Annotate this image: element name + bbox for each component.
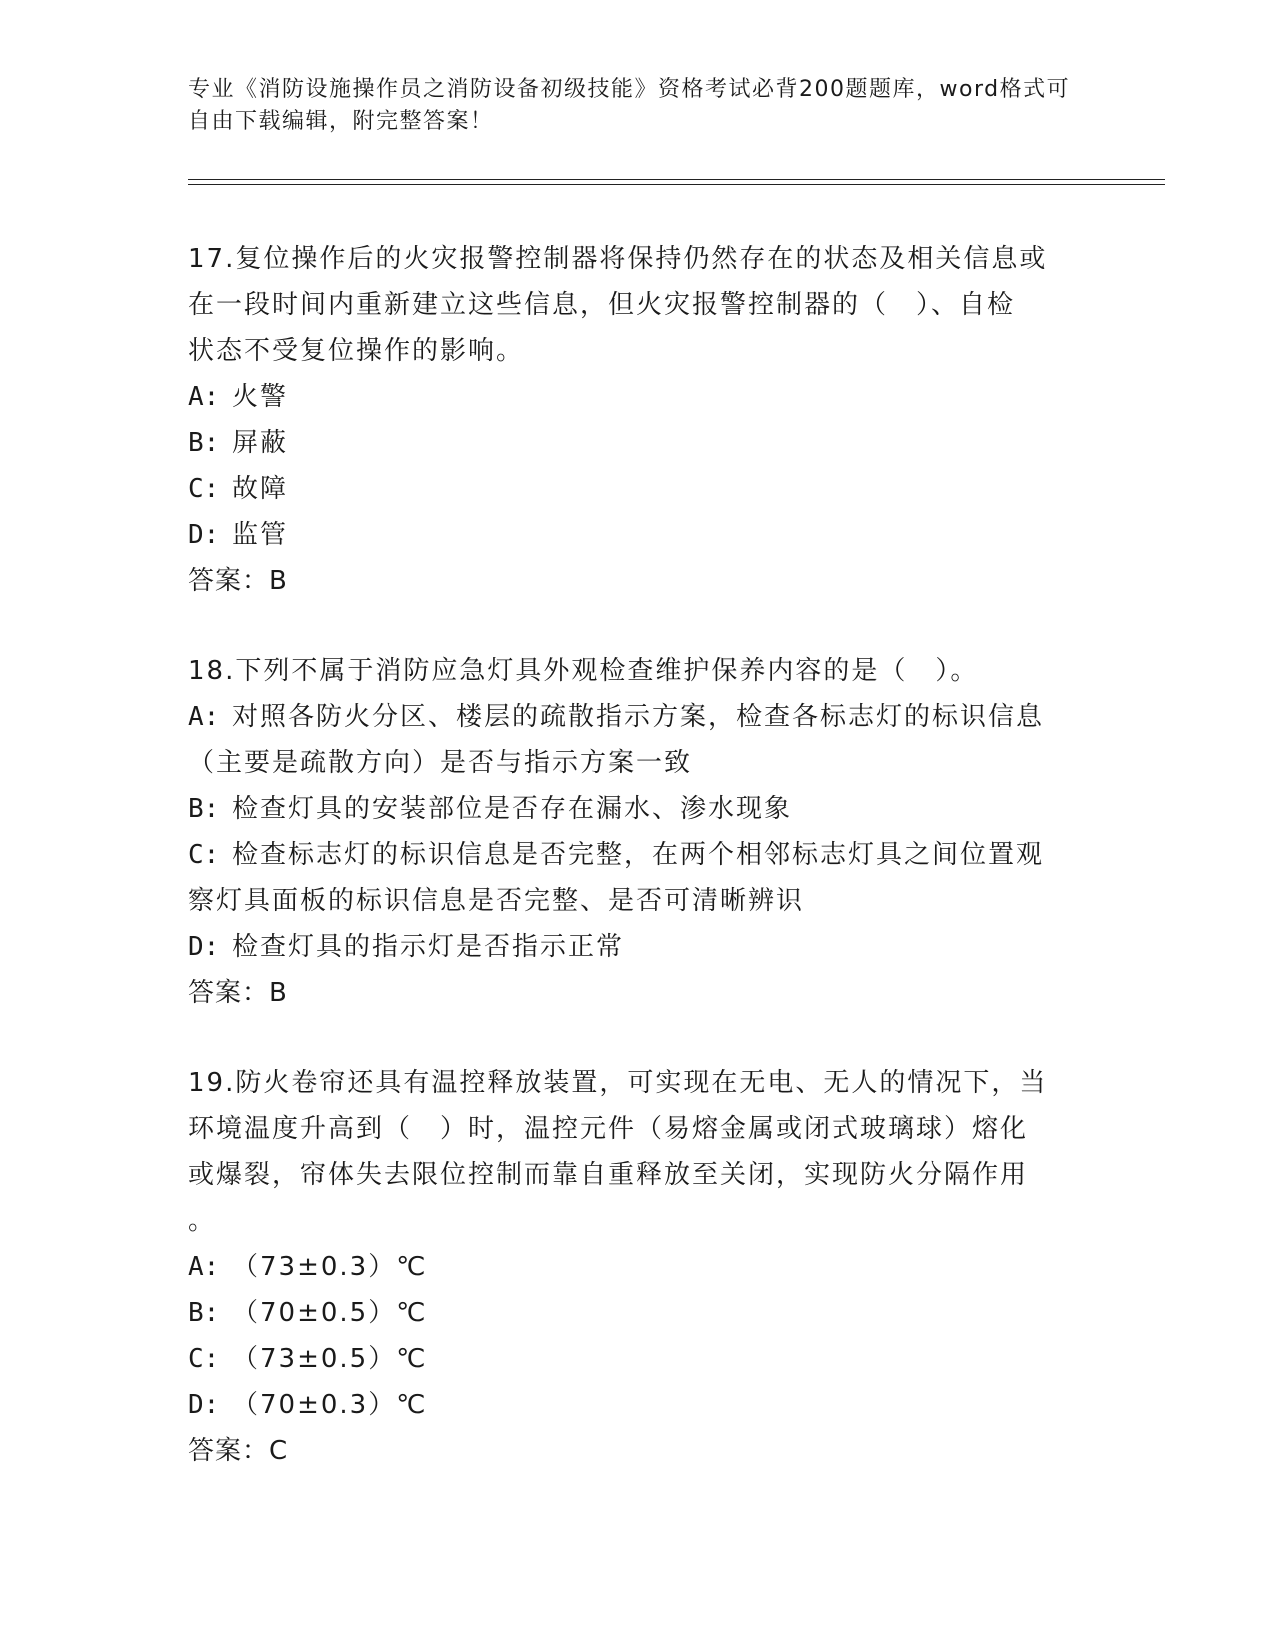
option-key: D: [188, 932, 220, 962]
option-c [188, 466, 1088, 512]
option-key: B: [188, 1298, 220, 1328]
option-c [188, 1336, 1088, 1382]
option-key: C: [188, 474, 220, 504]
option-a [188, 1244, 1088, 1290]
option-key: B: [188, 428, 220, 458]
header-divider-top [188, 179, 1165, 180]
option-a [188, 374, 1088, 420]
option-text: 火警 [232, 382, 289, 412]
option-text: 对照各防火分区、楼层的疏散指示方案，检查各标志灯的标识信息 [232, 702, 1045, 732]
question-18 [188, 648, 1088, 1016]
question-stem-line: 19.防火卷帘还具有温控释放装置，可实现在无电、无人的情况下，当 [188, 1068, 1048, 1098]
option-key: D: [188, 1390, 220, 1420]
option-key: A: [188, 702, 220, 732]
document-header [188, 74, 1078, 138]
question-stem-line: 状态不受复位操作的影响。 [188, 336, 525, 366]
question-stem-line: 18.下列不属于消防应急灯具外观检查维护保养内容的是（ ）。 [188, 656, 979, 686]
option-text: 屏蔽 [232, 428, 289, 458]
answer-line: 答案：C [188, 1436, 289, 1466]
option-key: B: [188, 794, 220, 824]
option-text: （70±0.5）℃ [232, 1298, 428, 1328]
answer-line: 答案：B [188, 566, 288, 596]
option-b [188, 786, 1088, 832]
option-d [188, 512, 1088, 558]
option-key: A: [188, 1252, 220, 1282]
option-a [188, 694, 1088, 740]
option-b [188, 1290, 1088, 1336]
header-divider-bottom [188, 184, 1165, 185]
option-key: D: [188, 520, 220, 550]
question-19 [188, 1060, 1088, 1474]
question-stem-line: 在一段时间内重新建立这些信息，但火灾报警控制器的（ ）、自检 [188, 290, 1016, 320]
question-stem-line: 或爆裂，帘体失去限位控制而靠自重释放至关闭，实现防火分隔作用 [188, 1160, 1029, 1190]
question-stem-line: 17.复位操作后的火灾报警控制器将保持仍然存在的状态及相关信息或 [188, 244, 1048, 274]
option-text: 检查标志灯的标识信息是否完整，在两个相邻标志灯具之间位置观 [232, 840, 1045, 870]
option-text: 故障 [232, 474, 289, 504]
option-key: C: [188, 840, 220, 870]
option-text: 检查灯具的指示灯是否指示正常 [232, 932, 625, 962]
header-title: 专业《消防设施操作员之消防设备初级技能》资格考试必背200题题库，word格式可自由下载编辑，附完整答案！ [188, 77, 1071, 134]
option-key: A: [188, 382, 220, 412]
question-stem-line: 。 [188, 1206, 215, 1236]
option-text: （70±0.3）℃ [232, 1390, 428, 1420]
option-d [188, 924, 1088, 970]
option-text: （73±0.5）℃ [232, 1344, 428, 1374]
option-text: （73±0.3）℃ [232, 1252, 428, 1282]
option-a-continuation: （主要是疏散方向）是否与指示方案一致 [188, 748, 693, 778]
question-17 [188, 236, 1088, 604]
option-text: 监管 [232, 520, 289, 550]
question-stem-line: 环境温度升高到（ ）时，温控元件（易熔金属或闭式玻璃球）熔化 [188, 1114, 1029, 1144]
option-c-continuation: 察灯具面板的标识信息是否完整、是否可清晰辨识 [188, 886, 805, 916]
answer-line: 答案：B [188, 978, 288, 1008]
option-key: C: [188, 1344, 220, 1374]
option-text: 检查灯具的安装部位是否存在漏水、渗水现象 [232, 794, 793, 824]
option-b [188, 420, 1088, 466]
option-c [188, 832, 1088, 878]
option-d [188, 1382, 1088, 1428]
